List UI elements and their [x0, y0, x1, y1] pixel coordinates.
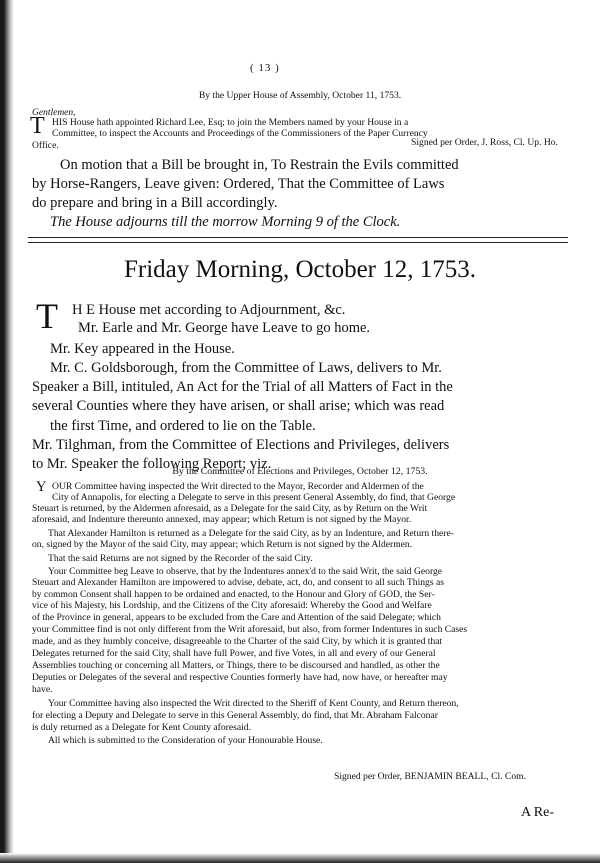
upper-house-line-2: Committee, to inspect the Accounts and Proceedings of the Commissioners of the Paper Currency	[52, 128, 428, 139]
proceedings-line-8: Mr. Tilghman, from the Committee of Elections and Privileges, delivers	[32, 437, 450, 453]
report-line: Delegates returned for the said City, shall have full Power, and five Votes, in all and every of our General	[32, 648, 436, 659]
report-line: vice of his Majesty, his Lordship, and the Citizens of the City aforesaid: Whereby the Good and Welfare	[32, 600, 432, 611]
drop-cap-proceedings: T	[36, 296, 58, 336]
adjournment-line: The House adjourns till the morrow Morning 9 of the Clock.	[50, 214, 401, 230]
report-line: Steuart and Alexander Hamilton are impowered to advise, debate, act, do, and consent to all such Things as	[32, 577, 444, 588]
report-line: for electing a Deputy and Delegate to serve in this General Assembly, do find, that Mr. Abraham Falconar	[32, 710, 438, 721]
catchword: A Re-	[520, 805, 554, 820]
report-line: made, and as they humbly conceive, disagreeable to the Charter of the said City, by which it is granted that	[32, 636, 443, 647]
page-number: ( 13 )	[250, 62, 280, 74]
proceedings-line-9: to Mr. Speaker the following Report; viz.	[32, 456, 272, 472]
upper-house-line-3: Office.	[32, 140, 59, 151]
proceedings-line-6: several Counties where they have arisen, or shall arise; which was read	[32, 398, 445, 414]
drop-cap-report: Y	[36, 479, 47, 495]
proceedings-line-2: Mr. Earle and Mr. George have Leave to go home.	[78, 320, 371, 336]
divider-rule	[28, 237, 568, 238]
report-line: have.	[32, 684, 53, 695]
report-line: your Committee find is not only different from the Writ aforesaid, but also, from former Indentures in such Cases	[32, 624, 468, 635]
report-line: Assemblies touching or concerning all Matters, or Things, there to be discoursed and handled, as other the	[32, 660, 440, 671]
upper-house-heading: By the Upper House of Assembly, October 11, 1753.	[198, 90, 402, 101]
committee-signature: Signed per Order, BENJAMIN BEALL, Cl. Com.	[333, 771, 526, 782]
report-line: by common Consent shall happen to be ordained and enacted, to the Honour and Glory of GOD, the Ser-	[32, 589, 435, 600]
upper-house-signature: Signed per Order, J. Ross, Cl. Up. Ho.	[411, 137, 558, 148]
salutation: Gentlemen,	[32, 108, 76, 118]
day-title: Friday Morning, October 12, 1753.	[123, 256, 477, 283]
scan-edge-left	[0, 0, 14, 863]
proceedings-line-7: the first Time, and ordered to lie on the Table.	[50, 418, 316, 434]
scan-edge-bottom	[0, 853, 600, 863]
proceedings-line-4: Mr. C. Goldsborough, from the Committee of Laws, delivers to Mr.	[50, 360, 442, 376]
proceedings-line-3: Mr. Key appeared in the House.	[50, 341, 235, 357]
report-line: That the said Returns are not signed by the Recorder of the said City.	[48, 553, 313, 564]
divider-rule-thin	[28, 242, 568, 243]
motion-line-1: On motion that a Bill be brought in, To Restrain the Evils committed	[60, 157, 459, 173]
drop-cap-upper-house: T	[30, 113, 45, 139]
report-heading: By the Committee of Elections and Privileges, October 12, 1753.	[172, 466, 428, 477]
upper-house-line-1: HIS House hath appointed Richard Lee, Esq; to join the Members named by your House in a	[52, 117, 409, 128]
proceedings-line-1: H E House met according to Adjournment, &c.	[72, 302, 346, 318]
report-line: Your Committee beg Leave to observe, that by the Indentures annex'd to the said Writ, the said George	[48, 566, 443, 577]
report-line: is duly returned as a Delegate for Kent County aforesaid.	[32, 722, 251, 733]
report-line: OUR Committee having inspected the Writ directed to the Mayor, Recorder and Aldermen of the	[52, 481, 424, 492]
report-line: All which is submitted to the Consideration of your Honourable House.	[48, 735, 323, 746]
report-line: Your Committee having also inspected the Writ directed to the Sheriff of Kent County, and Return thereon,	[48, 698, 459, 709]
report-line: Steuart is returned, by the Aldermen aforesaid, as a Delegate for the said City, as by Return on the Writ	[32, 503, 428, 514]
motion-line-3: do prepare and bring in a Bill accordingly.	[32, 195, 278, 211]
report-line: Deputies or Delegates of the several and respective Counties formerly have had, now have, or hereafter may	[32, 672, 448, 683]
report-line: That Alexander Hamilton is returned as a Delegate for the said City, as by an Indenture, and Return there-	[48, 528, 454, 539]
report-line: aforesaid, and Indenture thereunto annexed, may appear; which Return is not signed by the Mayor.	[32, 514, 412, 525]
motion-line-2: by Horse-Rangers, Leave given: Ordered, That the Committee of Laws	[32, 176, 445, 192]
report-line: on, signed by the Mayor of the said City, may appear; which Return is not signed by the Aldermen.	[32, 539, 413, 550]
proceedings-line-5: Speaker a Bill, intituled, An Act for the Trial of all Matters of Fact in the	[32, 379, 453, 395]
report-line: City of Annapolis, for electing a Delegate to serve in this present General Assembly, do find, that George	[52, 492, 456, 503]
report-line: of the Province in general, appears to be excluded from the Care and Attention of the said Delegate; which	[32, 612, 441, 623]
